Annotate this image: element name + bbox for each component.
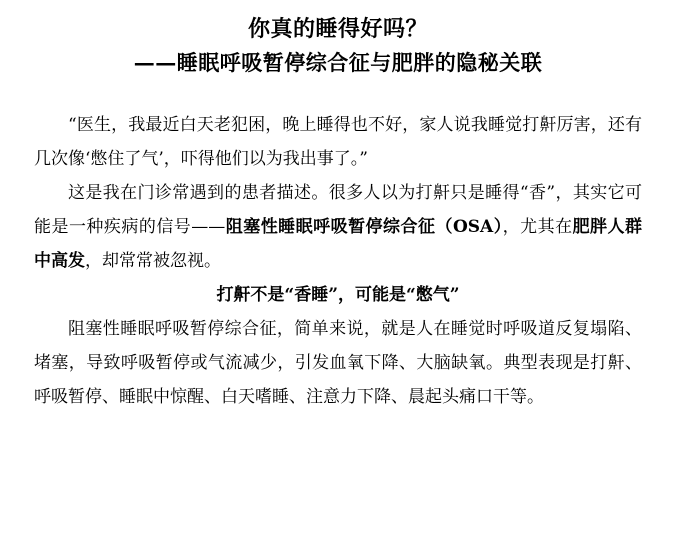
paragraph-definition-run-0: 阻塞性睡眠呼吸暂停综合征，简单来说，就是人在睡觉时呼吸道反复塌陷、堵塞，导致呼吸暂停或气流减少，引发血氧下降、大脑缺氧。典型表现是打鼾、呼吸暂停、睡眠中惊醒、白天嗜睡、注意力下降、晨起头痛口干等。 [34,319,642,407]
document-title-block [34,12,642,80]
paragraph-intro-run-0: 这是我在门诊常遇到的患者描述。很多人以为打鼾只是睡得“香”，其实它可能是一种疾病的信号—— [34,183,642,237]
paragraph-definition [34,312,642,414]
document-title-main: 你真的睡得好吗？ [247,16,428,42]
document-body [34,108,642,414]
document-title-subtitle: ——睡眠呼吸暂停综合征与肥胖的隐秘关联 [133,50,543,75]
paragraph-intro [34,176,642,278]
paragraph-quote-run-0: “医生，我最近白天老犯困，晚上睡得也不好，家人说我睡觉打鼾厉害，还有几次像‘憋住了气’，吓得他们以为我出事了。” [34,115,642,169]
paragraph-intro-run-4: ，却常常被忽视。 [85,251,221,271]
paragraph-intro-run-2: ，尤其在 [502,217,573,237]
paragraph-subheading-1 [34,278,642,312]
paragraph-quote [34,108,642,176]
paragraph-intro-run-3: 肥胖人群中高发 [34,217,643,271]
paragraph-subheading-1-run-0: 打鼾不是“香睡”，可能是“憋气” [216,285,460,305]
paragraph-intro-run-1: 阻塞性睡眠呼吸暂停综合征（OSA） [225,217,503,237]
